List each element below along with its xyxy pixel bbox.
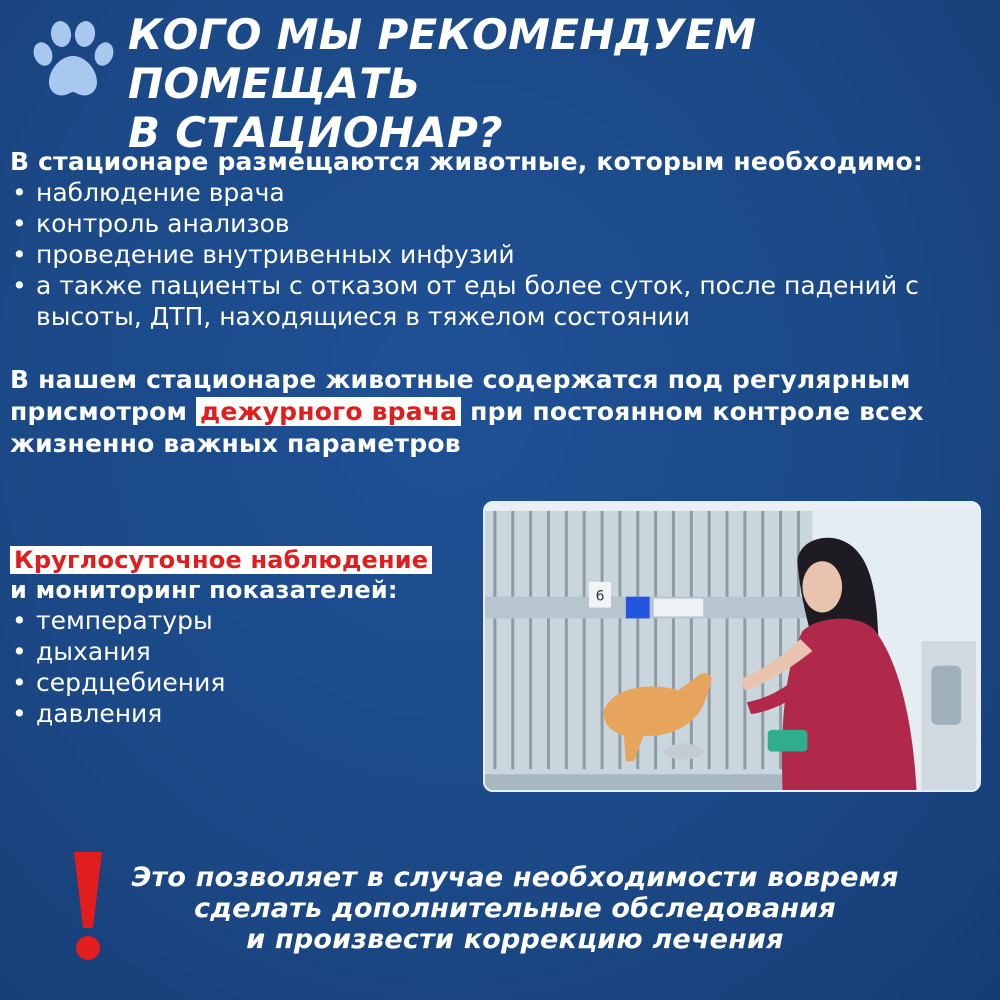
footer-line-3: и произвести коррекцию лечения [246, 924, 784, 955]
footer-line-2: сделать дополнительные обследования [194, 893, 836, 924]
supervision-highlight: дежурного врача [196, 397, 461, 426]
supervision-text-after: при постоянном контроле всех жизненно важных параметров [10, 397, 924, 458]
needs-list [10, 177, 995, 332]
supervision-text [10, 364, 995, 460]
needs-item: • проведение внутривенных инфузий [10, 239, 995, 270]
paw-icon [32, 20, 116, 100]
monitoring-lead [10, 545, 480, 605]
monitoring-list [10, 605, 480, 729]
footer-line-1: Это позволяет в случае необходимости вовремя [131, 862, 899, 893]
supervision-section [10, 364, 995, 460]
page-title [128, 10, 988, 157]
monitoring-item: • давления [10, 698, 480, 729]
monitoring-item: • дыхания [10, 636, 480, 667]
needs-item: • контроль анализов [10, 208, 995, 239]
monitoring-section [10, 545, 480, 729]
monitoring-highlight: Круглосуточное наблюдение [10, 546, 432, 574]
needs-lead: В стационаре размещаются животные, которым необходимо: [10, 147, 924, 176]
title-line-2: В СТАЦИОНАР? [128, 108, 503, 157]
monitoring-item: • температуры [10, 605, 480, 636]
footer-note [120, 862, 910, 955]
monitoring-item: • сердцебиения [10, 667, 480, 698]
needs-item: • наблюдение врача [10, 177, 995, 208]
clinic-photo-illustration [485, 503, 979, 790]
exclamation-icon [62, 848, 114, 964]
needs-item: • а также пациенты с отказом от еды более суток, после падений с высоты, ДТП, находящиеся в тяжелом состоянии [10, 270, 995, 332]
cage-number-label: 6 [595, 588, 605, 605]
monitoring-lead-text: и мониторинг показателей: [10, 576, 398, 604]
supervision-text-before: В нашем стационаре животные содержатся под регулярным присмотром [10, 365, 911, 426]
needs-section [10, 146, 995, 332]
title-line-1: КОГО МЫ РЕКОМЕНДУЕМ ПОМЕЩАТЬ [128, 10, 757, 108]
clinic-photo [483, 501, 981, 792]
